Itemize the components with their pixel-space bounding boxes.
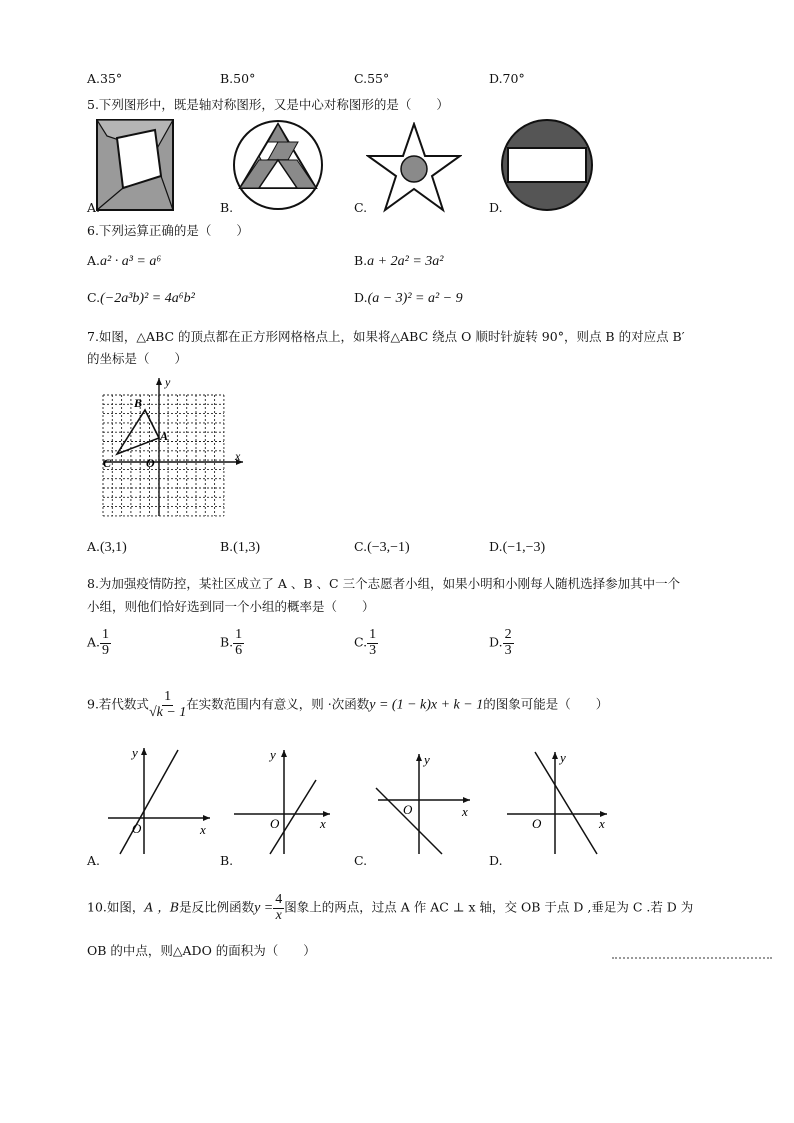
q7-grid-figure: [95, 374, 250, 524]
q9-stem-post: 的图象可能是（ ）: [483, 696, 609, 712]
q8-option-b-label: B.: [220, 634, 234, 650]
q6-option-a-label: A.: [87, 253, 101, 268]
q9-b-axis-x: x: [320, 816, 326, 831]
q8-option-a-label: A.: [87, 634, 101, 650]
q7-point-c: C: [103, 456, 112, 470]
q10-stem-a: 是反比例函数: [179, 899, 255, 915]
q7-point-b: B: [134, 396, 143, 410]
q9-graph-a[interactable]: [100, 742, 215, 857]
q9-frac-num: 1: [164, 689, 172, 704]
q4-option-b[interactable]: B.50°: [220, 71, 256, 86]
q9-stem-pre: 9.若代数式: [87, 696, 149, 712]
q7-option-d[interactable]: [489, 539, 545, 556]
q5-stem: 5.下列图形中，既是轴对称图形，又是中心对称图形的是（ ）: [87, 97, 449, 112]
q7-option-b-value: (1,3): [233, 540, 260, 555]
q8-option-d-label: D.: [489, 634, 503, 650]
q4-option-c[interactable]: C.55°: [354, 71, 390, 86]
q7-axis-y: y: [165, 375, 171, 389]
q9-c-axis-x: x: [462, 804, 468, 819]
q9-graph-b[interactable]: [232, 742, 347, 857]
q9-d-origin: O: [532, 816, 542, 831]
q6-option-c[interactable]: [87, 290, 195, 307]
q8-option-b-num: 1: [235, 627, 243, 642]
q7-option-d-label: D.: [489, 539, 503, 554]
q9-func: y = (1 − k)x + k − 1: [369, 697, 484, 713]
q6-option-b[interactable]: [354, 253, 443, 270]
q7-option-d-value: (−1,−3): [502, 540, 546, 555]
q10-points: A ，B: [144, 899, 180, 915]
q10-func-lhs: y =: [254, 900, 274, 916]
q7-option-c-label: C.: [354, 539, 368, 554]
q5-figure-b[interactable]: [232, 118, 324, 212]
q10-stem-pre: 10.如图，: [87, 899, 145, 915]
q8-option-c-den: 3: [369, 642, 377, 658]
q8-option-d[interactable]: [489, 628, 514, 658]
q10-stem-line2: OB 的中点，则△ADO 的面积为（ ）: [87, 943, 316, 958]
q8-stem-line1: 8.为加强疫情防控，某社区成立了 A 、B 、C 三个志愿者小组，如果小明和小刚每人随机选择参加其中一个: [87, 576, 681, 591]
watermark-fragment: [612, 957, 772, 965]
q7-option-c[interactable]: [354, 539, 410, 556]
q8-option-c[interactable]: [354, 628, 378, 658]
q10-frac-num: 4: [275, 892, 283, 907]
q9-c-axis-y: y: [424, 752, 430, 767]
q9-b-origin: O: [270, 816, 280, 831]
q9-label-c: C.: [354, 853, 368, 868]
q8-option-d-num: 2: [504, 627, 512, 642]
q8-option-a-num: 1: [102, 627, 110, 642]
q8-option-c-num: 1: [369, 627, 377, 642]
q8-stem-line2: 小组，则他们恰好选到同一个小组的概率是（ ）: [87, 599, 375, 614]
q4-option-a[interactable]: A.35°: [87, 71, 123, 86]
q9-b-axis-y: y: [270, 747, 276, 762]
q7-point-a: A: [160, 429, 169, 443]
q9-d-axis-y: y: [560, 750, 566, 765]
q6-option-a[interactable]: [87, 253, 161, 270]
q8-option-b[interactable]: [220, 628, 244, 658]
q9-c-origin: O: [403, 802, 413, 817]
q7-stem-line1: 7.如图，△ABC 的顶点都在正方形网格格点上，如果将△ABC 绕点 O 顺时针旋转 90°，则点 B 的对应点 B′: [87, 329, 685, 344]
q7-axis-x: x: [235, 449, 241, 463]
q5-label-d: D.: [489, 200, 503, 215]
q10-stem: [87, 893, 693, 923]
q9-a-axis-x: x: [200, 822, 206, 837]
q6-option-b-expr: a + 2a² = 3a²: [367, 254, 444, 269]
q9-stem: [87, 690, 608, 720]
q5-label-c: C.: [354, 200, 368, 215]
q6-option-c-expr: (−2a³b)² = 4a⁶b²: [100, 291, 195, 306]
q9-graph-d[interactable]: [505, 742, 615, 857]
q7-option-c-value: (−3,−1): [367, 540, 410, 555]
q9-frac-den: √k − 1: [148, 704, 187, 720]
q8-option-d-den: 3: [504, 642, 512, 658]
q9-label-b: B.: [220, 853, 234, 868]
q5-figure-c[interactable]: [366, 122, 462, 214]
q6-option-d[interactable]: [354, 290, 463, 307]
q5-figure-a[interactable]: [95, 118, 175, 212]
q7-option-a-value: (3,1): [100, 540, 127, 555]
q9-graph-c[interactable]: [370, 742, 480, 857]
q6-option-c-label: C.: [87, 290, 101, 305]
q9-a-origin: O: [132, 821, 142, 836]
q5-figure-d[interactable]: [500, 118, 594, 212]
q4-option-d[interactable]: D.70°: [489, 71, 525, 86]
q9-a-axis-y: y: [132, 745, 138, 760]
q8-option-a-den: 9: [102, 642, 110, 658]
q7-stem-line2: 的坐标是（ ）: [87, 351, 188, 366]
q8-option-a[interactable]: [87, 628, 111, 658]
q6-option-b-label: B.: [354, 253, 368, 268]
q7-option-b[interactable]: [220, 539, 260, 556]
q9-stem-mid: 在实数范围内有意义，则 ·次函数: [186, 696, 370, 712]
q6-stem: 6.下列运算正确的是（ ）: [87, 223, 249, 238]
q9-label-d: D.: [489, 853, 503, 868]
q8-option-b-den: 6: [235, 642, 243, 658]
q10-frac-den: x: [275, 907, 282, 923]
q10-stem-b: 图象上的两点，过点 A 作 AC ⊥ x 轴，交 OB 于点 D ,垂足为 C .若 D 为: [284, 899, 694, 915]
q6-option-a-expr: a² · a³ = a⁶: [100, 254, 162, 269]
q9-d-axis-x: x: [599, 816, 605, 831]
q7-origin: O: [146, 456, 155, 470]
q6-option-d-label: D.: [354, 290, 368, 305]
q8-option-c-label: C.: [354, 634, 368, 650]
q7-option-b-label: B.: [220, 539, 234, 554]
q7-option-a-label: A.: [87, 539, 101, 554]
q9-label-a: A.: [87, 853, 101, 868]
q5-label-a: A.: [87, 200, 101, 215]
q5-label-b: B.: [220, 200, 234, 215]
q7-option-a[interactable]: [87, 539, 127, 556]
q6-option-d-expr: (a − 3)² = a² − 9: [367, 291, 463, 306]
